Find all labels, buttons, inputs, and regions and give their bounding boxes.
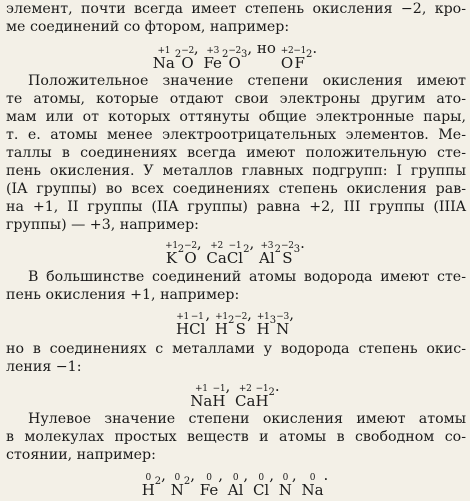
element-with-oxidation-state — [235, 385, 255, 409]
formula-text: , но — [247, 39, 281, 57]
element-symbol: Cl — [189, 320, 206, 338]
element-with-oxidation-state — [181, 47, 194, 71]
element-symbol: Ca — [206, 249, 227, 267]
formula-text: , — [193, 39, 204, 57]
element-symbol: H — [212, 392, 226, 410]
element-symbol: S — [235, 320, 246, 338]
formula-text: , — [196, 234, 207, 252]
text-line: т. е. атомы менее электроотрицательных элементов. Ме- — [6, 127, 466, 143]
text-line: элемент, почти всегда имеет степень окисления −2, кро- — [6, 1, 466, 17]
formula-text: , — [225, 377, 236, 395]
element-symbol: Cl — [252, 481, 270, 499]
oxidation-number: 0 — [206, 473, 212, 483]
formula-text: , — [161, 466, 171, 484]
element-symbol: H — [256, 320, 270, 338]
oxidation-number: −1 — [212, 384, 226, 394]
oxidation-number: +1 — [176, 312, 189, 322]
oxidation-number: −1 — [190, 312, 204, 322]
formula-text: , — [243, 466, 253, 484]
element-with-oxidation-state — [212, 385, 225, 409]
element-symbol: O — [228, 54, 241, 72]
subscript: 3 — [269, 315, 277, 326]
oxidation-number: 0 — [174, 473, 180, 483]
element-with-oxidation-state — [281, 47, 294, 71]
element-with-oxidation-state — [257, 313, 270, 337]
element-symbol: Al — [259, 249, 275, 267]
element-with-oxidation-state — [253, 474, 269, 498]
oxidation-number: −3 — [276, 312, 289, 322]
text-line: ления −1: — [6, 359, 82, 375]
text-line: пень окисления +1, например: — [6, 287, 240, 303]
element-symbol: N — [276, 320, 290, 338]
element-with-oxidation-state — [200, 474, 218, 498]
oxidation-number: −2 — [228, 46, 241, 56]
text-line: (IA группы) во всех соединениях степень окисления рав- — [6, 181, 466, 197]
element-symbol: H — [214, 320, 229, 338]
formula-text: . — [274, 377, 280, 395]
text-line: те атомы, которые отдают свои электроны другим ато- — [6, 91, 466, 107]
element-with-oxidation-state — [165, 242, 178, 266]
formula-text: , — [218, 466, 228, 484]
element-with-oxidation-state — [176, 313, 189, 337]
oxidation-number: +2 — [280, 46, 294, 56]
element-symbol: O — [184, 249, 197, 267]
element-symbol: Al — [227, 481, 244, 499]
subscript: 2 — [183, 476, 191, 487]
oxidation-number: −2 — [234, 312, 248, 322]
element-with-oxidation-state — [279, 474, 292, 498]
oxidation-number: 0 — [145, 473, 151, 483]
formula-text: , — [289, 305, 294, 323]
formula-line — [0, 235, 470, 266]
element-with-oxidation-state — [228, 47, 241, 71]
oxidation-number: −1 — [293, 46, 307, 56]
text-line: стоянии, например: — [6, 447, 156, 463]
oxidation-number: +3 — [206, 46, 220, 56]
element-symbol: N — [170, 481, 184, 499]
oxidation-number: +1 — [157, 46, 171, 56]
oxidation-number: +1 — [165, 241, 178, 251]
formula-text: , — [249, 234, 260, 252]
element-with-oxidation-state — [206, 242, 226, 266]
element-with-oxidation-state — [189, 313, 205, 337]
subscript: 2 — [243, 244, 250, 255]
formula-text: . — [300, 234, 305, 252]
text-line: В большинстве соединений атомы водорода имеют сте- — [28, 269, 466, 285]
element-symbol: H — [176, 320, 190, 338]
oxidation-number: +1 — [256, 312, 270, 322]
element-with-oxidation-state — [228, 474, 244, 498]
oxidation-number: 0 — [232, 473, 239, 483]
element-with-oxidation-state — [281, 242, 294, 266]
element-symbol: O — [181, 54, 194, 72]
formula-text: , — [269, 466, 279, 484]
subscript: 2 — [228, 315, 235, 326]
text-line: Нулевое значение степени окисления имеют атомы — [28, 411, 466, 427]
subscript: 2 — [154, 476, 162, 487]
text-line: таллы в соединениях всегда имеют положительную сте- — [6, 145, 466, 161]
formula-text: , — [247, 305, 257, 323]
formula-line — [0, 306, 470, 337]
oxidation-number: 0 — [309, 473, 316, 483]
formula-text: , — [291, 466, 302, 484]
oxidation-number: +1 — [195, 384, 208, 394]
element-symbol: Cl — [226, 249, 244, 267]
element-with-oxidation-state — [234, 313, 247, 337]
subscript: 3 — [293, 244, 301, 255]
subscript: 2 — [174, 49, 182, 60]
element-with-oxidation-state — [259, 242, 275, 266]
text-line: группы) — +3, например: — [6, 217, 199, 233]
formula-text: . — [323, 466, 329, 484]
text-line: Положительное значение степени окисления имеют — [28, 73, 466, 89]
element-symbol: K — [165, 249, 178, 267]
element-symbol: H — [255, 392, 269, 410]
element-with-oxidation-state — [255, 385, 268, 409]
oxidation-number: −2 — [184, 241, 197, 251]
element-with-oxidation-state — [293, 47, 306, 71]
subscript: 2 — [306, 49, 313, 60]
element-with-oxidation-state — [190, 385, 212, 409]
element-symbol: Fe — [199, 481, 219, 499]
subscript: 2 — [177, 244, 185, 255]
text-line: в молекулах простых веществ и атомы в свободном со- — [6, 429, 466, 445]
subscript: 2 — [268, 387, 275, 398]
text-line: пень окисления. У металлов главных подгрупп: I группы — [6, 163, 466, 179]
oxidation-number: +2 — [210, 241, 223, 251]
element-symbol: F — [294, 54, 305, 72]
element-symbol: Fe — [203, 54, 222, 72]
formula-line — [0, 378, 470, 409]
formula-line — [0, 40, 470, 71]
element-with-oxidation-state — [184, 242, 197, 266]
element-with-oxidation-state — [171, 474, 184, 498]
formula-line — [0, 467, 470, 498]
text-line: но в соединениях с металлами у водорода степень окис- — [6, 341, 466, 357]
oxidation-number: +1 — [215, 312, 228, 322]
element-symbol: Na — [301, 481, 324, 499]
element-symbol: Na — [190, 392, 213, 410]
element-with-oxidation-state — [227, 242, 243, 266]
element-with-oxidation-state — [215, 313, 228, 337]
oxidation-number: −2 — [281, 241, 294, 251]
element-with-oxidation-state — [142, 474, 155, 498]
element-symbol: S — [282, 249, 293, 267]
element-symbol: H — [141, 481, 155, 499]
oxidation-number: −2 — [181, 46, 194, 56]
oxidation-number: −1 — [255, 384, 269, 394]
oxidation-number: 0 — [258, 473, 264, 483]
text-line: на +1, II группы (IIA группы) равна +2, III группы (IIIA — [6, 199, 466, 215]
subscript: 3 — [240, 49, 248, 60]
element-symbol: N — [278, 481, 292, 499]
oxidation-number: −1 — [228, 241, 242, 251]
element-with-oxidation-state — [153, 47, 175, 71]
element-symbol: Ca — [235, 392, 256, 410]
formula-text: . — [312, 39, 318, 57]
oxidation-number: +2 — [238, 384, 252, 394]
subscript: 2 — [274, 244, 282, 255]
element-with-oxidation-state — [301, 474, 323, 498]
subscript: 2 — [221, 49, 229, 60]
element-symbol: O — [280, 54, 294, 72]
formula-text: , — [205, 305, 215, 323]
oxidation-number: +3 — [260, 241, 274, 251]
element-with-oxidation-state — [276, 313, 289, 337]
text-line: ме соединений со фтором, например: — [6, 19, 290, 35]
element-symbol: Na — [152, 54, 175, 72]
formula-text: , — [190, 466, 200, 484]
oxidation-number: 0 — [282, 473, 289, 483]
text-line: мам или от которых оттянуты общие электронные пары, — [6, 109, 466, 125]
element-with-oxidation-state — [203, 47, 221, 71]
